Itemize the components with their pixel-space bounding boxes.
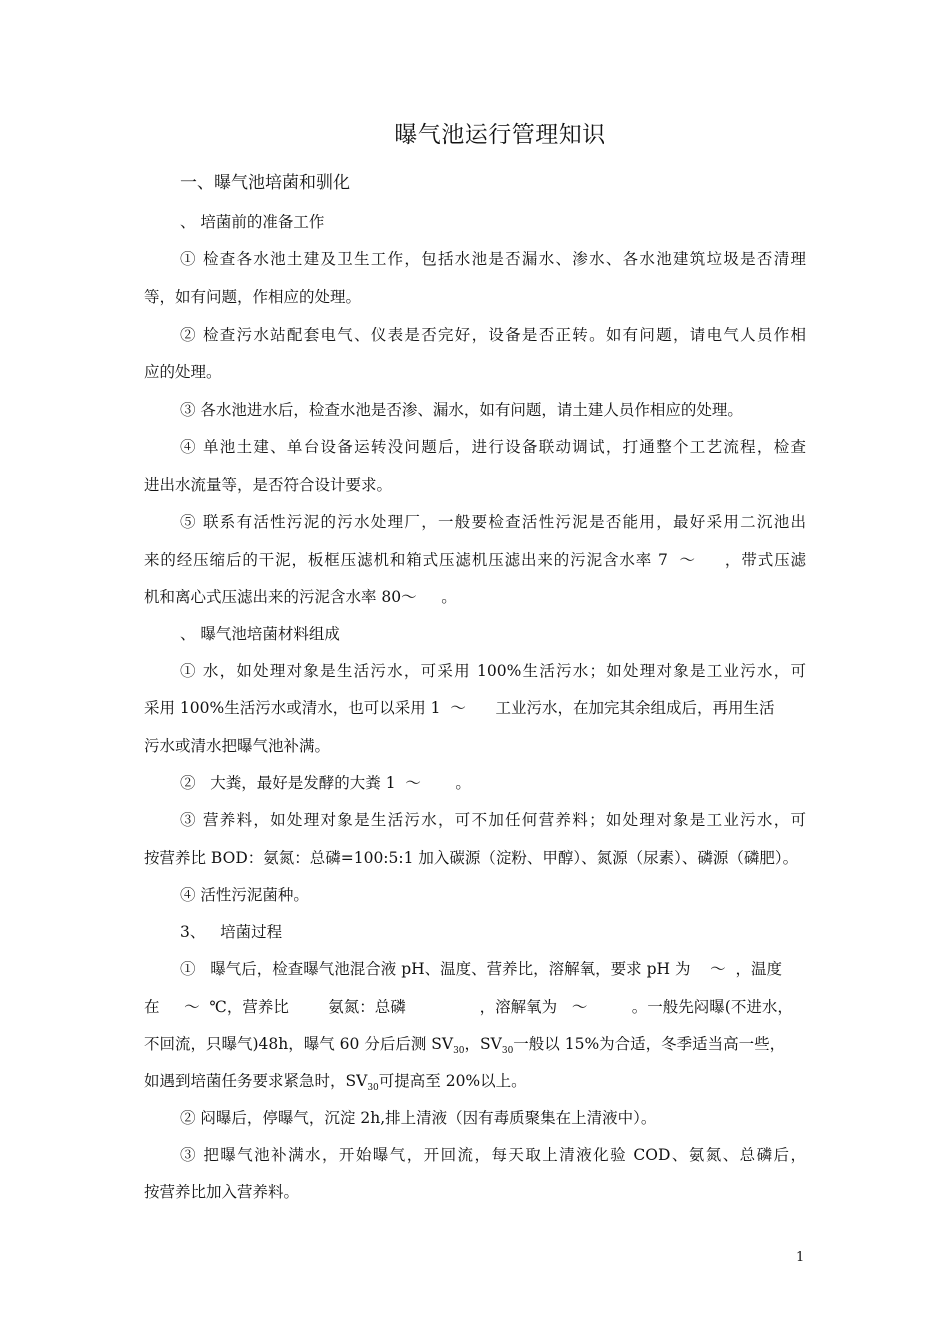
- subheading-2: 、 曝气池培菌材料组成: [180, 625, 340, 643]
- material-3-line-2: 按营养比 BOD：氨氮：总磷=100:5:1 加入碳源（淀粉、甲醇）、氮源（尿素）、磷源（磷肥）。: [144, 849, 799, 867]
- culture-1-line-3-part-a: 不回流，只曝气)48h，曝气 60 分后后测 SV: [144, 1035, 454, 1053]
- culture-1-line-1: ① 曝气后，检查曝气池混合液 pH、温度、营养比，溶解氧，要求 pH 为 ～ ，温度: [180, 960, 783, 978]
- subheading-3: 3、 培菌过程: [180, 923, 283, 941]
- paragraph-2-line-1: ② 检查污水站配套电气、仪表是否完好，设备是否正转。如有问题，请电气人员作相: [180, 326, 806, 344]
- paragraph-1-line-2: 等，如有问题，作相应的处理。: [144, 288, 362, 306]
- paragraph-5-line-3: 机和离心式压滤出来的污泥含水率 80～ 。: [144, 588, 457, 606]
- culture-1-line-4-part-a: 如遇到培菌任务要求紧急时，SV: [144, 1072, 368, 1090]
- subheading-1: 、 培菌前的准备工作: [180, 213, 325, 231]
- paragraph-2-line-2: 应的处理。: [144, 363, 222, 381]
- material-3-line-1: ③ 营养料，如处理对象是生活污水，可不加任何营养料；如处理对象是工业污水，可: [180, 811, 806, 829]
- paragraph-5-line-2: 来的经压缩后的干泥，板框压滤机和箱式压滤机压滤出来的污泥含水率 7 ～ ，带式压滤: [144, 551, 806, 569]
- paragraph-5-line-1: ⑤ 联系有活性污泥的污水处理厂，一般要检查活性污泥是否能用，最好采用二沉池出: [180, 513, 806, 531]
- page-title: 曝气池运行管理知识: [394, 122, 606, 148]
- material-1-line-1: ① 水，如处理对象是生活污水，可采用 100%生活污水；如处理对象是工业污水，可: [180, 662, 806, 680]
- paragraph-4-line-2: 进出水流量等，是否符合设计要求。: [144, 476, 393, 494]
- subscript-30: 30: [367, 1083, 379, 1093]
- culture-3-line-1: ③ 把曝气池补满水，开始曝气，开回流，每天取上清液化验 COD、氨氮、总磷后，: [180, 1146, 806, 1164]
- culture-1-line-3: [144, 1033, 785, 1062]
- material-2-line-1: ② 大粪，最好是发酵的大粪 1 ～ 。: [180, 774, 471, 792]
- culture-1-line-3-part-b: ，SV: [464, 1035, 502, 1053]
- subscript-30: 30: [453, 1046, 465, 1056]
- material-1-line-3: 污水或清水把曝气池补满。: [144, 737, 331, 755]
- culture-1-line-4: [144, 1070, 527, 1099]
- page-number: 1: [796, 1250, 805, 1265]
- culture-2-line-1: ② 闷曝后，停曝气，沉淀 2h,排上清液（因有毒质聚集在上清液中）。: [180, 1109, 657, 1127]
- paragraph-1-line-1: ① 检查各水池土建及卫生工作，包括水池是否漏水、渗水、各水池建筑垃圾是否清理: [180, 250, 806, 268]
- section-heading-1: 一、曝气池培菌和驯化: [180, 173, 350, 193]
- culture-1-line-4-part-b: 可提高至 20%以上。: [378, 1072, 527, 1090]
- material-1-line-2: 采用 100%生活污水或清水，也可以采用 1 ～ 工业污水，在加完其余组成后，再用生活: [144, 699, 775, 717]
- subscript-30: 30: [501, 1046, 514, 1056]
- material-4-line-1: ④ 活性污泥菌种。: [180, 886, 309, 904]
- culture-3-line-2: 按营养比加入营养料。: [144, 1183, 300, 1201]
- culture-1-line-3-part-c: 一般以 15%为合适，冬季适当高一些，: [513, 1035, 786, 1053]
- culture-1-line-2: 在 ～ ℃，营养比 氨氮：总磷 ，溶解氧为 ～ 。一般先闷曝(不进水，: [144, 998, 793, 1016]
- paragraph-4-line-1: ④ 单池土建、单台设备运转没问题后，进行设备联动调试，打通整个工艺流程，检查: [180, 438, 806, 456]
- paragraph-3-line-1: ③ 各水池进水后，检查水池是否渗、漏水，如有问题，请土建人员作相应的处理。: [180, 401, 743, 419]
